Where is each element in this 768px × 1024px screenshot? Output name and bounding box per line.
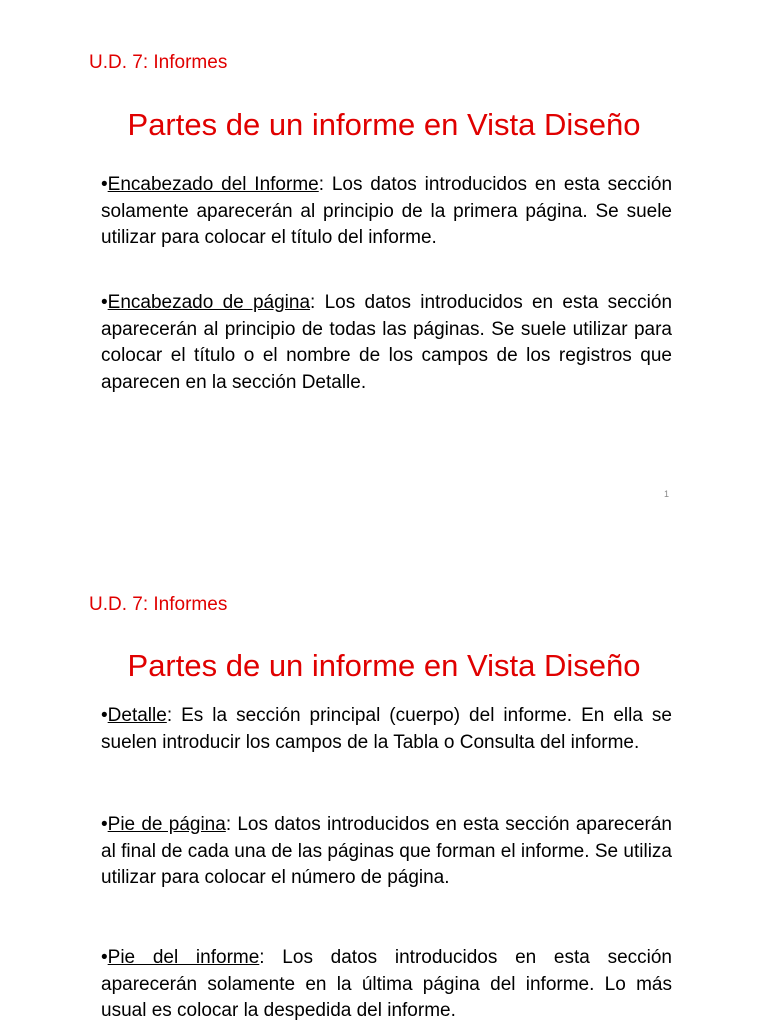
bullet-pie-informe <box>101 945 672 1024</box>
bullet-term: Detalle <box>107 705 167 726</box>
bullet-text: : Es la sección principal (cuerpo) del informe. En ella se suelen introducir los campos de la Tabla o Consulta del informe. <box>101 705 672 753</box>
bullet-term: Encabezado de página <box>107 292 311 313</box>
page-number: 1 <box>664 489 670 499</box>
bullet-detalle <box>101 703 672 756</box>
bullet-term: Encabezado del Informe <box>107 174 319 195</box>
bullet-marker: • <box>101 814 108 835</box>
bullet-text: : Los datos introducidos en esta sección aparecerán solamente en la última página del informe. Lo más usual es colocar la despedida del informe. <box>101 947 672 1021</box>
bullet-term: Pie de página <box>107 814 226 835</box>
unit-label: U.D. 7: Informes <box>89 52 228 73</box>
bullet-text: : Los datos introducidos en esta sección aparecerán al principio de todas las páginas. Se suele utilizar para colocar el título o el nombre de los campos de los registros que aparecen en la sección Detalle. <box>101 292 673 393</box>
bullet-marker: • <box>101 292 108 313</box>
bullet-text: : Los datos introducidos en esta sección aparecerán al final de cada una de las páginas que forman el informe. Se utiliza utilizar para colocar el número de página. <box>101 814 672 888</box>
bullet-term: Pie del informe <box>107 947 260 968</box>
bullet-marker: • <box>101 705 108 726</box>
bullet-encabezado-informe <box>101 172 672 252</box>
slide-title: Partes de un informe en Vista Diseño <box>127 107 641 142</box>
bullet-marker: • <box>101 947 108 968</box>
slide-2 <box>0 542 768 1024</box>
bullet-pie-pagina <box>101 812 672 892</box>
bullet-marker: • <box>101 174 108 195</box>
unit-label: U.D. 7: Informes <box>89 594 228 615</box>
bullet-text: : Los datos introducidos en esta sección solamente aparecerán al principio de la primera página. Se suele utilizar para colocar el título del informe. <box>101 174 673 248</box>
bullet-encabezado-pagina <box>101 290 672 396</box>
slide-title: Partes de un informe en Vista Diseño <box>127 648 641 683</box>
